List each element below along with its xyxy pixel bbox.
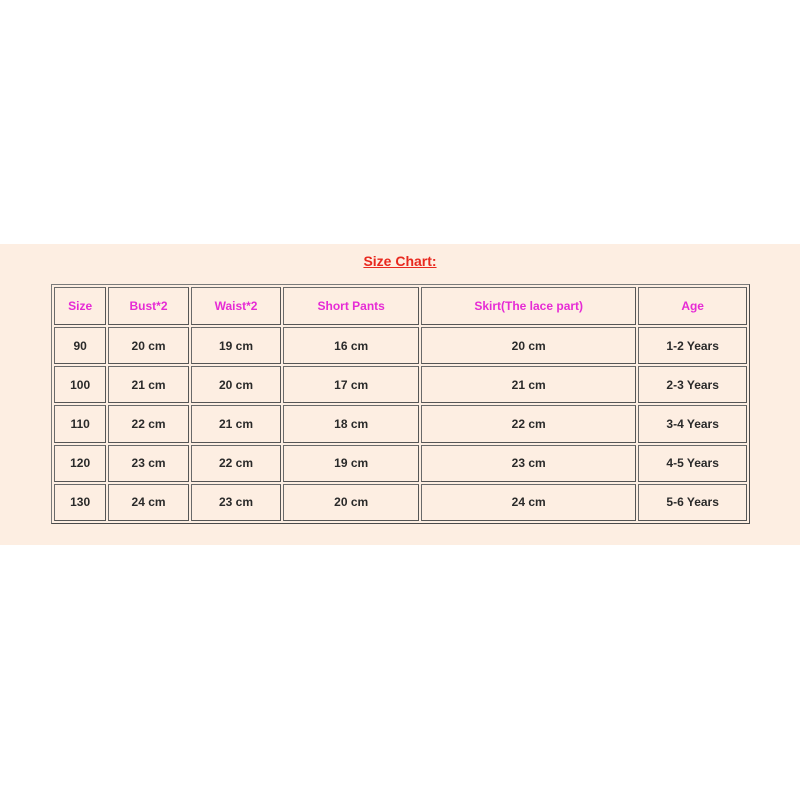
cell-age: 4-5 Years <box>638 445 747 482</box>
cell-short-pants: 20 cm <box>283 484 419 521</box>
cell-skirt: 23 cm <box>421 445 636 482</box>
cell-size: 120 <box>54 445 106 482</box>
cell-waist: 20 cm <box>191 366 282 403</box>
cell-bust: 22 cm <box>108 405 188 442</box>
header-size: Size <box>54 287 106 325</box>
size-chart-title: Size Chart: <box>363 253 437 269</box>
cell-short-pants: 16 cm <box>283 327 419 364</box>
cell-bust: 20 cm <box>108 327 188 364</box>
cell-bust: 21 cm <box>108 366 188 403</box>
cell-waist: 21 cm <box>191 405 282 442</box>
cell-age: 2-3 Years <box>638 366 747 403</box>
cell-waist: 22 cm <box>191 445 282 482</box>
cell-skirt: 24 cm <box>421 484 636 521</box>
cell-bust: 23 cm <box>108 445 188 482</box>
cell-short-pants: 19 cm <box>283 445 419 482</box>
cell-skirt: 22 cm <box>421 405 636 442</box>
cell-size: 110 <box>54 405 106 442</box>
table-row <box>54 405 747 442</box>
cell-skirt: 21 cm <box>421 366 636 403</box>
cell-age: 3-4 Years <box>638 405 747 442</box>
header-short-pants: Short Pants <box>283 287 419 325</box>
cell-size: 90 <box>54 327 106 364</box>
cell-waist: 23 cm <box>191 484 282 521</box>
header-skirt: Skirt(The lace part) <box>421 287 636 325</box>
table-row <box>54 366 747 403</box>
cell-short-pants: 18 cm <box>283 405 419 442</box>
table-header-row <box>54 287 747 325</box>
cell-bust: 24 cm <box>108 484 188 521</box>
table-row <box>54 327 747 364</box>
table-row <box>54 484 747 521</box>
cell-age: 1-2 Years <box>638 327 747 364</box>
size-chart-panel <box>0 244 800 545</box>
cell-short-pants: 17 cm <box>283 366 419 403</box>
cell-age: 5-6 Years <box>638 484 747 521</box>
header-bust: Bust*2 <box>108 287 188 325</box>
cell-skirt: 20 cm <box>421 327 636 364</box>
header-waist: Waist*2 <box>191 287 282 325</box>
size-table <box>51 284 750 524</box>
table-row <box>54 445 747 482</box>
header-age: Age <box>638 287 747 325</box>
cell-waist: 19 cm <box>191 327 282 364</box>
cell-size: 130 <box>54 484 106 521</box>
cell-size: 100 <box>54 366 106 403</box>
